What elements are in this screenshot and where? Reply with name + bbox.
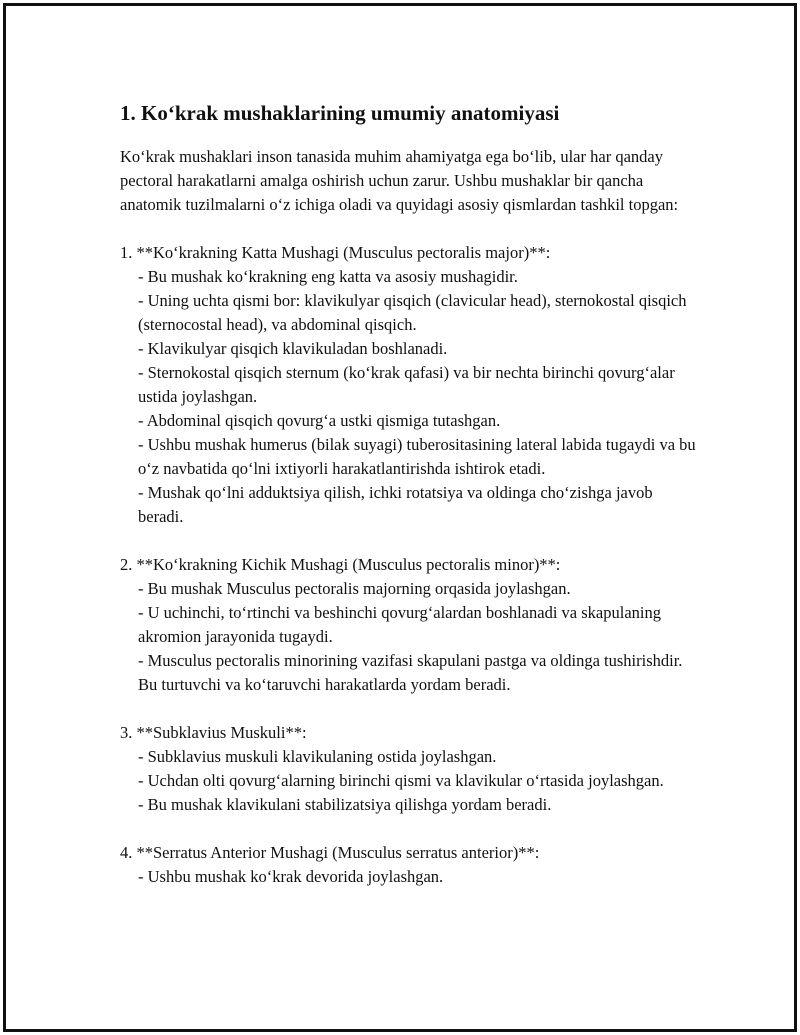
section-title: 3. **Subklavius Muskuli**: bbox=[120, 723, 307, 742]
document-page bbox=[3, 3, 797, 1032]
section-heading: 1. Koʻkrak mushaklarining umumiy anatomiyasi bbox=[120, 101, 560, 125]
section-title: 1. **Koʻkrakning Katta Mushagi (Musculus pectoralis major)**: bbox=[120, 243, 551, 262]
section-pectoralis-minor bbox=[120, 553, 700, 697]
list-item: - Bu mushak koʻkrakning eng katta va asosiy mushagidir. bbox=[138, 267, 518, 286]
section-title: 4. **Serratus Anterior Mushagi (Musculus serratus anterior)**: bbox=[120, 843, 540, 862]
list-item: - Mushak qoʻlni adduktsiya qilish, ichki rotatsiya va oldinga choʻzishga javob beradi. bbox=[138, 483, 653, 526]
list-item: - Bu mushak klavikulani stabilizatsiya qilishga yordam beradi. bbox=[138, 795, 552, 814]
section-pectoralis-major bbox=[120, 241, 700, 529]
list-item: - Abdominal qisqich qovurgʻa ustki qismiga tutashgan. bbox=[138, 411, 501, 430]
list-item: - Uchdan olti qovurgʻalarning birinchi qismi va klavikular oʻrtasida joylashgan. bbox=[138, 771, 664, 790]
list-item: - Ushbu mushak koʻkrak devorida joylashgan. bbox=[138, 867, 444, 886]
list-item: - U uchinchi, toʻrtinchi va beshinchi qovurgʻalardan boshlanadi va skapulaning akromion jarayonida tugaydi. bbox=[138, 603, 661, 646]
list-item: - Ushbu mushak humerus (bilak suyagi) tuberositasining lateral labida tugaydi va bu oʻz navbatida qoʻlni ixtiyorli harakatlantirishda ishtirok etadi. bbox=[138, 435, 696, 478]
list-item: - Klavikulyar qisqich klavikuladan boshlanadi. bbox=[138, 339, 448, 358]
intro-paragraph: Koʻkrak mushaklari inson tanasida muhim ahamiyatga ega boʻlib, ular har qanday pectoral harakatlarni amalga oshirish uchun zarur. Ushbu mushaklar bir qancha anatomik tuzilmalarni oʻz ichiga oladi va quyidagi asosiy qismlardan tashkil topgan: bbox=[120, 147, 679, 214]
list-item: - Bu mushak Musculus pectoralis majorning orqasida joylashgan. bbox=[138, 579, 571, 598]
list-item: - Sternokostal qisqich sternum (koʻkrak qafasi) va bir nechta birinchi qovurgʻalar ustida joylashgan. bbox=[138, 363, 675, 406]
list-item: - Uning uchta qismi bor: klavikulyar qisqich (clavicular head), sternokostal qisqich (sternocostal head), va abdominal qisqich. bbox=[138, 291, 687, 334]
document-content bbox=[120, 99, 700, 889]
section-title: 2. **Koʻkrakning Kichik Mushagi (Musculus pectoralis minor)**: bbox=[120, 555, 561, 574]
section-subclavius bbox=[120, 721, 700, 817]
list-item: - Musculus pectoralis minorining vazifasi skapulani pastga va oldinga tushirishdir. Bu turtuvchi va koʻtaruvchi harakatlarda yordam beradi. bbox=[138, 651, 683, 694]
list-item: - Subklavius muskuli klavikulaning ostida joylashgan. bbox=[138, 747, 497, 766]
section-serratus-anterior bbox=[120, 841, 700, 889]
